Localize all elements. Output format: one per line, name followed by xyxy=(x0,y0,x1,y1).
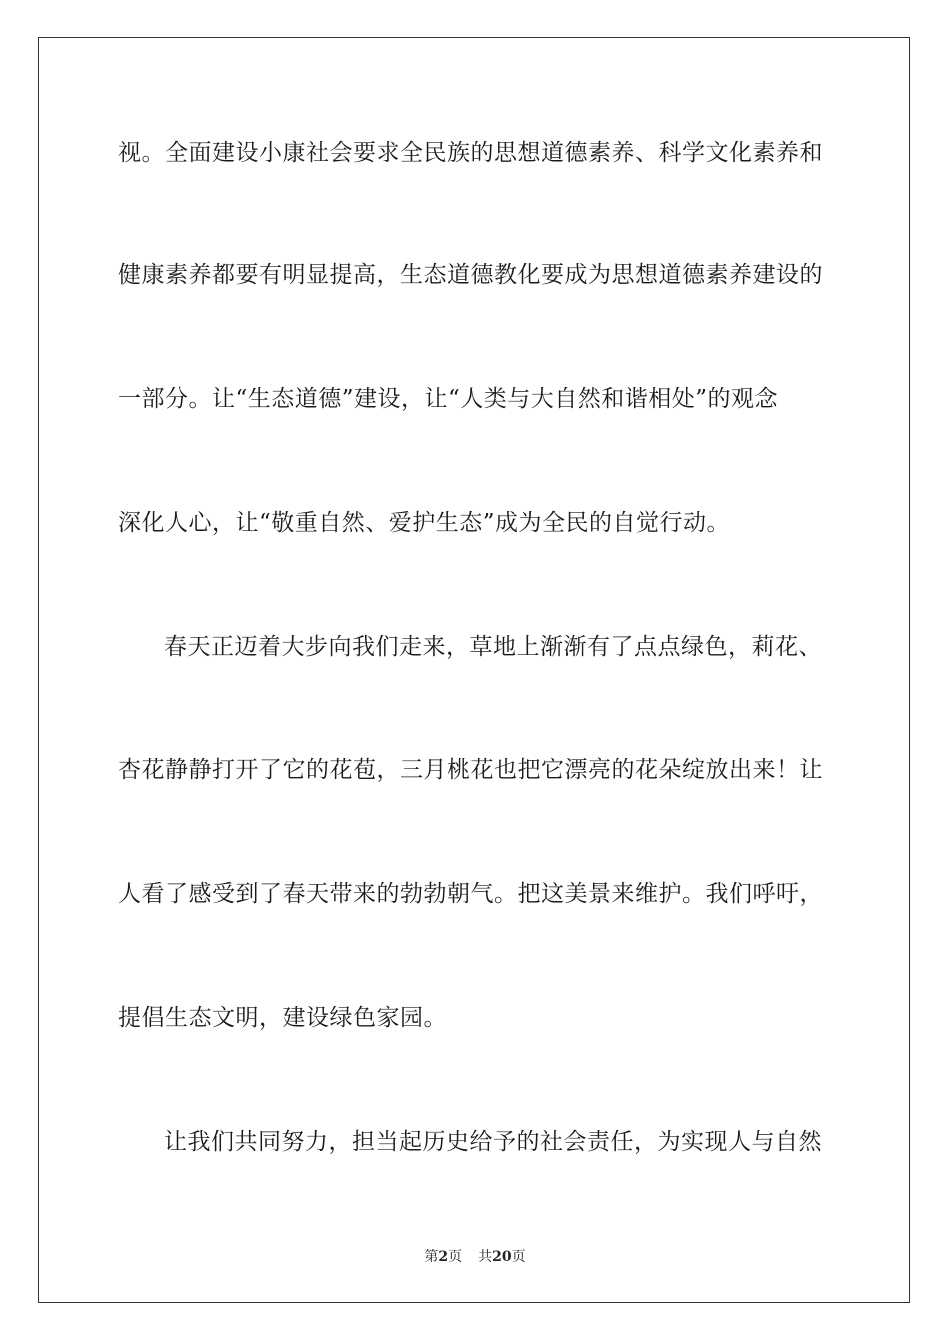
paragraph-first-line: 让我们共同努力，担当起历史给予的社会责任，为实现人与自然 xyxy=(164,1129,822,1155)
total-page-count: 20 xyxy=(492,1249,512,1265)
body-text-line: 一部分。让“生态道德”建设，让“人类与大自然和谐相处”的观念 xyxy=(118,386,779,412)
body-text-line: 提倡生态文明，建设绿色家园。 xyxy=(118,1005,447,1031)
page-number-label: 第2页 xyxy=(424,1249,463,1265)
body-text-line: 深化人心，让“敬重自然、爱护生态”成为全民的自觉行动。 xyxy=(118,510,731,536)
body-text-line: 杏花静静打开了它的花苞，三月桃花也把它漂亮的花朵绽放出来！让 xyxy=(118,757,823,783)
current-page-number: 2 xyxy=(438,1249,449,1265)
page-border xyxy=(38,37,910,1303)
body-text-line: 健康素养都要有明显提高，生态道德教化要成为思想道德素养建设的 xyxy=(118,262,823,288)
total-pages-label: 共20页 xyxy=(478,1249,526,1265)
body-text-line: 视。全面建设小康社会要求全民族的思想道德素养、科学文化素养和 xyxy=(118,140,823,166)
paragraph-first-line: 春天正迈着大步向我们走来，草地上渐渐有了点点绿色，莉花、 xyxy=(164,634,822,660)
page-footer xyxy=(0,1248,950,1266)
body-text-line: 人看了感受到了春天带来的勃勃朝气。把这美景来维护。我们呼吁， xyxy=(118,881,823,907)
